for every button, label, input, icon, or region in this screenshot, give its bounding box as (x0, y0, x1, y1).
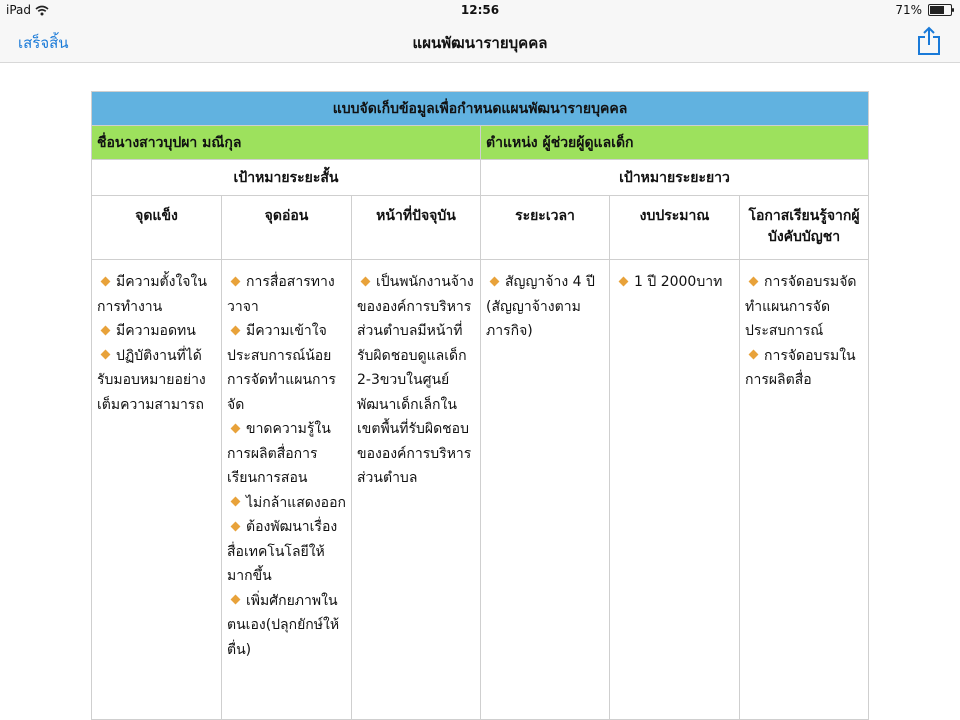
status-bar (0, 0, 960, 20)
budget-cell (610, 260, 740, 720)
list-item (97, 319, 216, 344)
list-item-text: เพิ่มศักยภาพในตนเอง(ปลุกยักษ์ให้ตื่น) (227, 592, 340, 658)
battery-percent: 71% (895, 3, 922, 17)
list-item (615, 270, 734, 295)
list-item-text: มีความเข้าใจประสบการณ์น้อยการจัดทำแผนการจัด (227, 323, 336, 413)
list-item-text: มีความตั้งใจในการทำงาน (97, 274, 207, 315)
short-goal-header: เป้าหมายระยะสั้น (92, 160, 481, 196)
bullet-icon (749, 276, 759, 286)
page-title: แผนพัฒนารายบุคคล (412, 34, 548, 52)
list-item-text: สัญญาจ้าง 4 ปี (สัญญาจ้างตามภารกิจ) (486, 274, 595, 339)
device-label: iPad (6, 3, 32, 17)
list-item (745, 344, 863, 393)
bullet-icon (101, 276, 111, 286)
status-time: 12:56 (460, 3, 500, 17)
list-item-text: การสื่อสารทางวาจา (227, 274, 335, 315)
share-icon[interactable] (916, 26, 942, 56)
done-button[interactable]: เสร็จสิ้น (18, 34, 69, 52)
list-item (745, 270, 863, 344)
bullet-icon (101, 325, 111, 335)
header-duration: ระยะเวลา (481, 196, 610, 260)
header-budget: งบประมาณ (610, 196, 740, 260)
list-item (227, 589, 346, 663)
bullet-icon (749, 350, 759, 360)
name-row (92, 126, 869, 160)
list-item-text: การจัดอบรมจัดทำแผนการจัดประสบการณ์ (745, 274, 857, 339)
employee-position: ตำแหน่ง ผู้ช่วยผู้ดูแลเด็ก (481, 126, 869, 160)
list-item (486, 270, 604, 344)
bullet-icon (231, 497, 241, 507)
header-current-duty: หน้าที่ปัจจุบัน (352, 196, 481, 260)
list-item-text: มีความอดทน (116, 323, 196, 339)
bullet-icon (619, 276, 629, 286)
status-right (895, 3, 952, 17)
list-item-text: 1 ปี 2000บาท (634, 274, 723, 290)
list-item-text: เป็นพนักงานจ้างขององค์การบริหารส่วนตำบลมีหน้าที่รับผิดชอบดูแลเด็ก 2-3ขวบในศูนย์พัฒนาเด็กเล็กในเขตพื้นที่รับผิดชอบขององค์การบริหารส่วนตำบล (357, 274, 474, 486)
list-item (227, 515, 346, 589)
list-item-text: ปฏิบัติงานที่ได้รับมอบหมายอย่างเต็มความสามารถ (97, 347, 206, 413)
current-duty-cell (352, 260, 481, 720)
bullet-icon (231, 521, 241, 531)
bullet-icon (231, 595, 241, 605)
duration-cell (481, 260, 610, 720)
list-item (357, 270, 475, 491)
header-weaknesses: จุดอ่อน (222, 196, 352, 260)
bullet-icon (231, 423, 241, 433)
table-title: แบบจัดเก็บข้อมูลเพื่อกำหนดแผนพัฒนารายบุคคล (92, 92, 869, 126)
list-item-text: ขาดความรู้ในการผลิตสื่อการเรียนการสอน (227, 421, 331, 486)
document (91, 91, 868, 709)
list-item-text: ต้องพัฒนาเรื่องสื่อเทคโนโลยีให้มากขึ้น (227, 519, 338, 584)
list-item-text: การจัดอบรมในการผลิตสื่อ (745, 347, 856, 388)
navigation-bar (0, 20, 960, 63)
learning-opportunity-cell (740, 260, 869, 720)
bullet-icon (231, 276, 241, 286)
weaknesses-cell (222, 260, 352, 720)
list-item (227, 417, 346, 491)
list-item-text: ไม่กล้าแสดงออก (246, 494, 346, 511)
long-goal-header: เป้าหมายระยะยาว (481, 160, 869, 196)
list-item (227, 270, 346, 319)
bullet-icon (361, 276, 371, 286)
content-row (92, 260, 869, 720)
battery-fill (930, 6, 944, 14)
plan-table (91, 91, 869, 720)
column-header-row (92, 196, 869, 260)
list-item (97, 344, 216, 418)
bullet-icon (101, 350, 111, 360)
list-item (227, 319, 346, 417)
goal-row (92, 160, 869, 196)
battery-icon (928, 4, 952, 16)
list-item (227, 491, 346, 516)
header-strengths: จุดแข็ง (92, 196, 222, 260)
strengths-cell (92, 260, 222, 720)
bullet-icon (231, 325, 241, 335)
table-title-row (92, 92, 869, 126)
employee-name: ชื่อนางสาวบุปผา มณีกุล (92, 126, 481, 160)
bullet-icon (490, 276, 500, 286)
header-learning-opportunity: โอกาสเรียนรู้จากผู้บังคับบัญชา (740, 196, 869, 260)
list-item (97, 270, 216, 319)
